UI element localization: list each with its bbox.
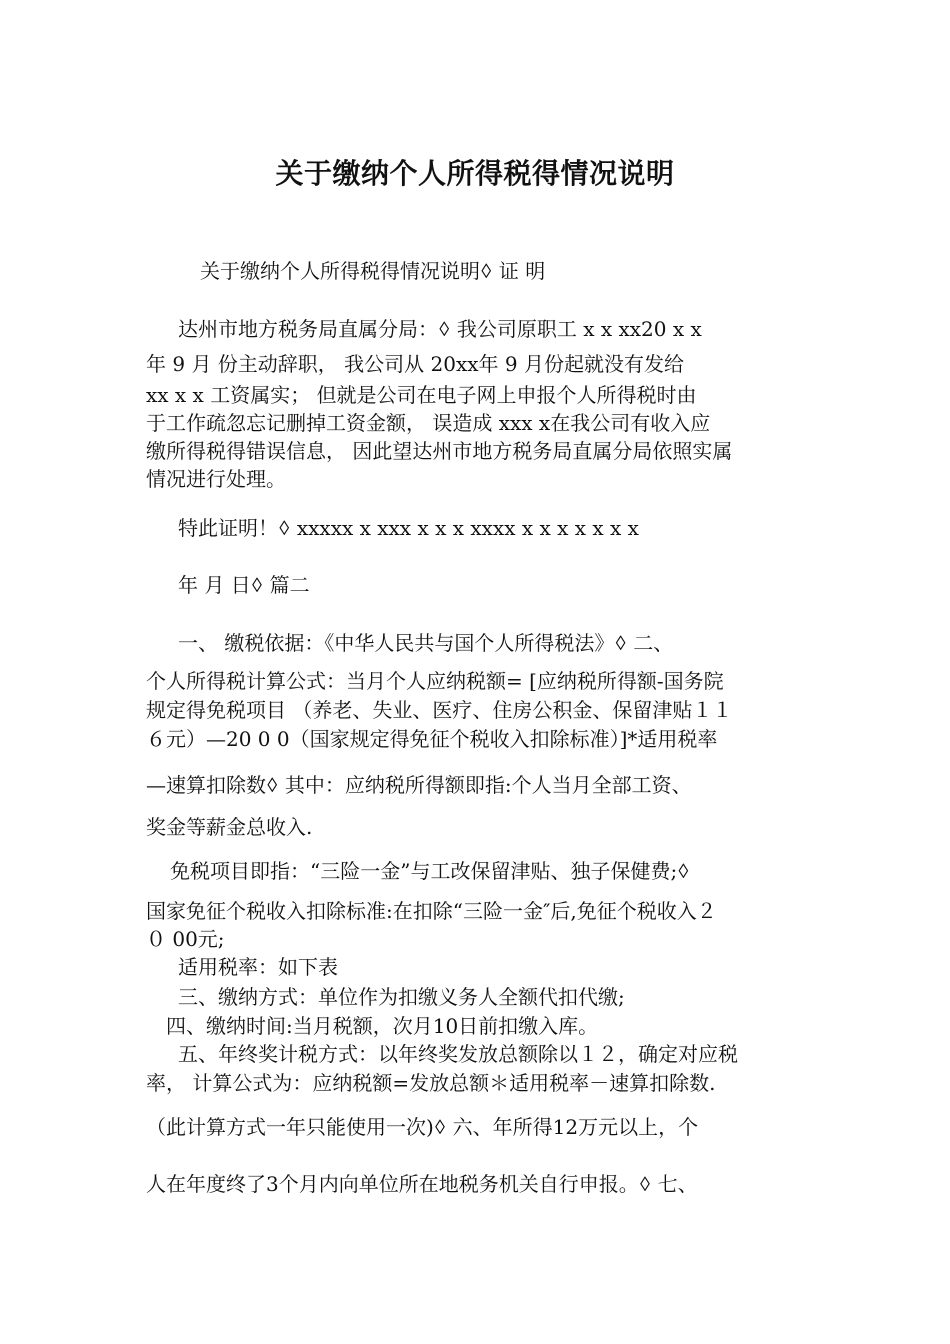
paragraph-line: 特此证明！ꕺ xxxxx x xxx x x x xxxx x x x x x x x	[178, 516, 639, 540]
paragraph-line: 达州市地方税务局直属分局：ꕺ 我公司原职工 x x xx20 x x	[178, 317, 702, 341]
paragraph-line: 五、年终奖计税方式：以年终奖发放总额除以１２，确定对应税	[178, 1042, 738, 1066]
paragraph-line: ６元）—20 0 0（国家规定得免征个税收入扣除标准）]*适用税率	[146, 727, 718, 751]
paragraph-line: （此计算方式一年只能使用一次)ꕺ 六、年所得12万元以上，个	[146, 1115, 699, 1139]
paragraph-line: 人在年度终了3个月内向单位所在地税务机关自行申报。ꕺ 七、	[146, 1172, 698, 1196]
paragraph-line: xx x x 工资属实； 但就是公司在电子网上申报个人所得税时由	[146, 383, 697, 407]
paragraph-line: 免税项目即指：“三险一金”与工改保留津贴、独子保健费;ꕺ	[170, 859, 690, 883]
paragraph-line: 奖金等薪金总收入.	[146, 815, 313, 839]
paragraph-line: 一、 缴税依据：《中华人民共与国个人所得税法》ꕺ 二、	[178, 631, 674, 655]
paragraph-line: ０ 00元;	[146, 927, 225, 951]
paragraph-line: 于工作疏忽忘记删掉工资金额， 误造成 xxx x在我公司有收入应	[146, 411, 711, 435]
paragraph-line: 规定得免税项目 （养老、失业、医疗、住房公积金、保留津贴１１	[146, 698, 733, 722]
paragraph-line: 国家免征个税收入扣除标准:在扣除“三险一金″后,免征个税收入２	[146, 899, 717, 923]
paragraph-line: 缴所得税得错误信息， 因此望达州市地方税务局直属分局依照实属	[146, 439, 733, 463]
paragraph-line: 率， 计算公式为：应纳税额=发放总额＊适用税率－速算扣除数.	[146, 1071, 716, 1095]
paragraph-line: 个人所得税计算公式：当月个人应纳税额= [应纳税所得额-国务院	[146, 669, 724, 693]
paragraph-line: 适用税率：如下表	[178, 955, 338, 979]
paragraph-line: 四、缴纳时间:当月税额，次月10日前扣缴入库。	[166, 1014, 599, 1038]
paragraph-line: —速算扣除数ꕺ 其中：应纳税所得额即指:个人当月全部工资、	[146, 773, 692, 797]
paragraph-line: 情况进行处理。	[146, 467, 286, 491]
document-title: 关于缴纳个人所得税得情况说明	[275, 157, 675, 190]
paragraph-line: 三、缴纳方式：单位作为扣缴义务人全额代扣代缴;	[178, 985, 625, 1009]
paragraph-line: 关于缴纳个人所得税得情况说明ꕺ 证 明	[200, 259, 546, 283]
paragraph-line: 年 9 月 份主动辞职， 我公司从 20xx年 9 月份起就没有发给	[146, 352, 684, 376]
paragraph-line: 年 月 日ꕺ 篇二	[178, 573, 310, 597]
